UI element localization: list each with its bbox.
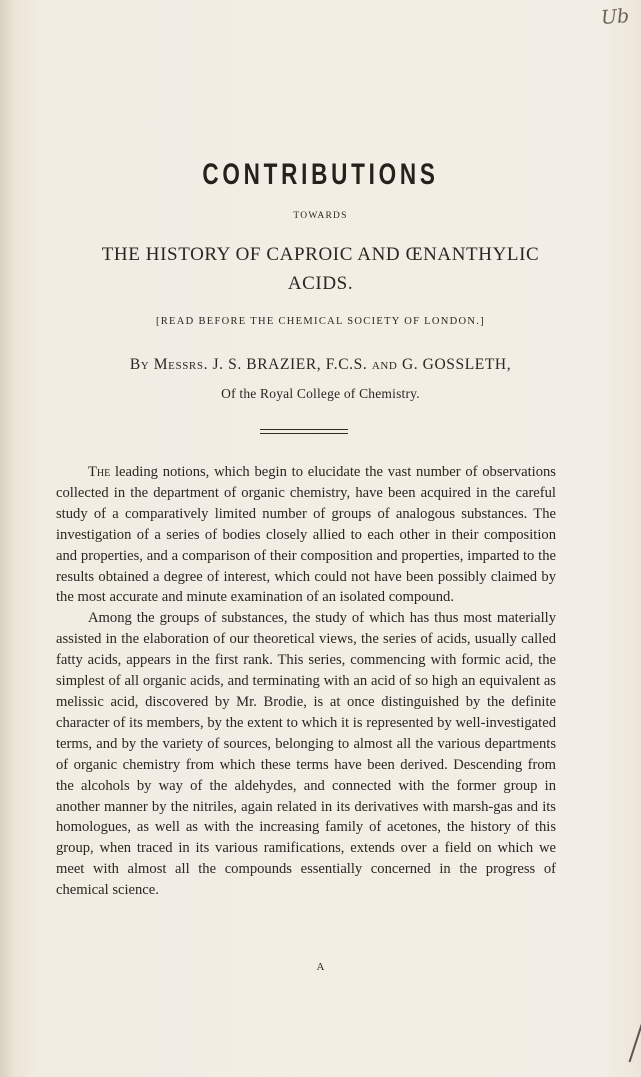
and-word: and — [371, 356, 398, 373]
first-author: J. S. BRAZIER, F.C.S. — [212, 356, 368, 373]
title-connector: TOWARDS — [293, 211, 348, 221]
subtitle-line-2: ACIDS. — [287, 273, 354, 294]
affiliation: Of the Royal College of Chemistry. — [221, 386, 420, 401]
paragraph-1-text: leading notions, which begin to elucidate the vast number of observations collected in the department of organic chemistry, have been acquired in the careful study of a comparatively limited number of groups of analogous substances. The investigation of a series of bodies closely allied to each other in their composition and properties, and a comparison of their composition and properties, imparted to the results obtained a degree of interest, which could not have been possibly claimed by the most accurate and minute examination of an isolated compound. — [56, 464, 556, 606]
read-before-note: [READ BEFORE THE CHEMICAL SOCIETY OF LONDON.] — [155, 316, 486, 327]
signature-mark: A — [316, 961, 325, 973]
body-text — [56, 462, 556, 901]
page-title: CONTRIBUTIONS — [202, 158, 439, 191]
paragraph-1 — [56, 462, 556, 608]
subtitle-line-1: THE HISTORY OF CAPROIC AND ŒNANTHYLIC — [101, 244, 540, 265]
divider-rule-top — [260, 429, 348, 430]
paragraph-1-lead: The — [88, 464, 111, 480]
second-author: G. GOSSLETH, — [401, 356, 512, 373]
authors-line — [0, 356, 641, 374]
messrs-word: Messrs. — [153, 356, 209, 373]
paragraph-2: Among the groups of substances, the study of which has thus most materially assisted in the elaboration of our theoretical views, the series of acids, usually called fatty acids, appears in the first rank. This series, commencing with formic acid, the simplest of all organic acids, and terminating with an acid of so high an equivalent as melissic acid, discovered by Mr. Brodie, is at once distinguished by the definite character of its members, by the extent to which it is represented by well-investigated terms, and by the variety of sources, belonging to almost all the various departments of organic chemistry from which these terms have been derived. Descending from the alcohols by way of the aldehydes, and connected with the former group in another manner by the nitriles, again related in its derivatives with marsh-gas and its homologues, as well as with the increasing family of acetones, the history of this group, when traced in its various ramifications, extends over a field on which we meet with almost all the compounds essentially concerned in the progress of chemical science. — [56, 610, 556, 899]
divider-rule-bottom — [260, 433, 348, 434]
by-word: By — [129, 356, 150, 373]
handwritten-annotation: Ub — [600, 5, 630, 29]
